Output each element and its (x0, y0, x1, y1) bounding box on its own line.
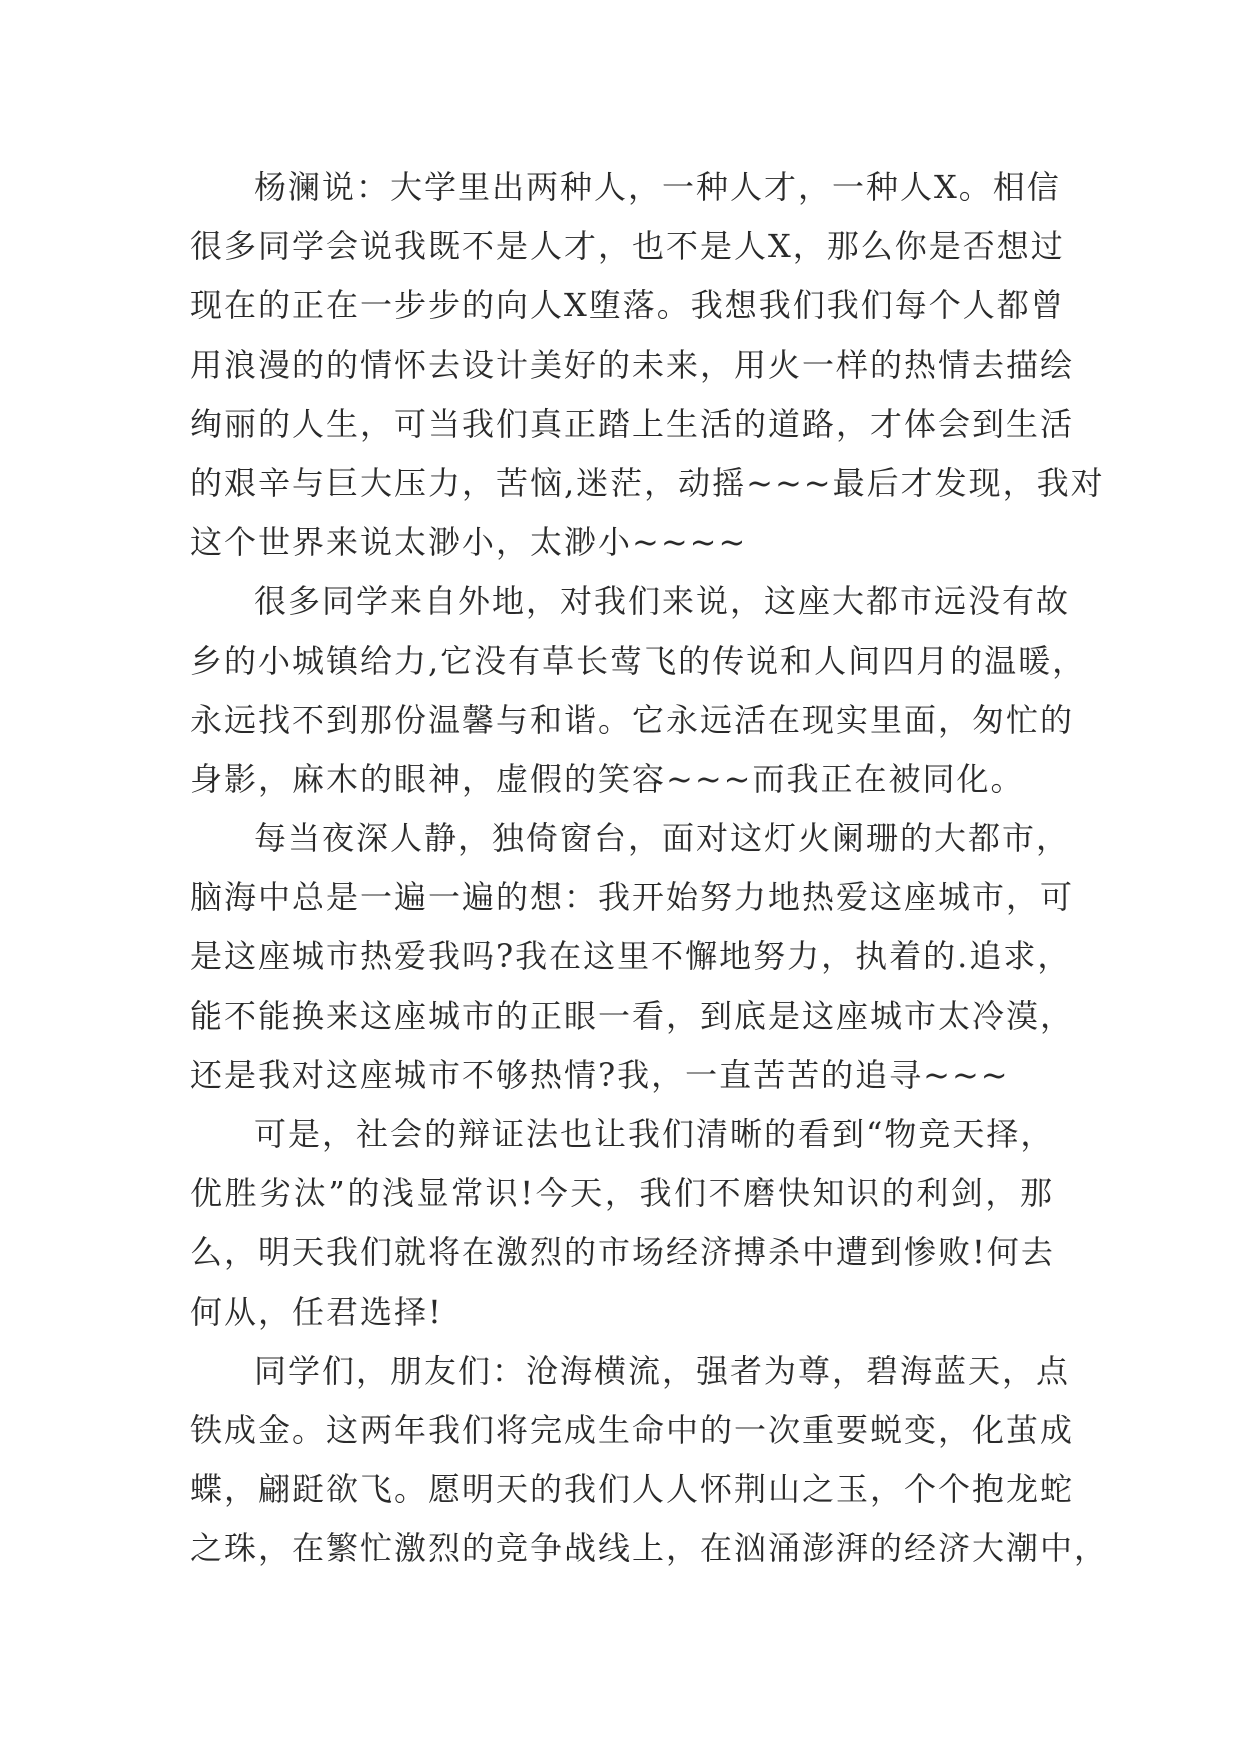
paragraph-5 (190, 1342, 1109, 1579)
text-line: 这个世界来说太渺小，太渺小~~~~ (190, 523, 748, 562)
paragraph-1 (190, 158, 1105, 572)
text-line: 很多同学会说我既不是人才，也不是人X，那么你是否想过 (190, 227, 1065, 266)
text-line: 之珠，在繁忙激烈的竞争战线上，在汹涌澎湃的经济大潮中， (190, 1529, 1109, 1568)
text-line: 脑海中总是一遍一遍的想：我开始努力地热爱这座城市，可 (190, 878, 1075, 917)
text-line: 还是我对这座城市不够热情?我，一直苦苦的追寻~~~ (190, 1055, 1010, 1094)
text-line: 现在的正在一步步的向人X堕落。我想我们我们每个人都曾 (190, 286, 1065, 325)
text-line: 么，明天我们就将在激烈的市场经济搏杀中遭到惨败!何去 (190, 1233, 1055, 1272)
text-line: 永远找不到那份温馨与和谐。它永远活在现实里面，匆忙的 (190, 700, 1075, 739)
text-line: 身影，麻木的眼神，虚假的笑容~~~而我正在被同化。 (190, 759, 1025, 798)
text-line: 能不能换来这座城市的正眼一看，到底是这座城市太冷漠， (190, 996, 1075, 1035)
text-line: 用浪漫的的情怀去设计美好的未来，用火一样的热情去描绘 (190, 345, 1075, 384)
paragraph-4 (190, 1105, 1054, 1342)
text-line: 杨澜说：大学里出两种人，一种人才，一种人X。相信 (254, 168, 1061, 206)
text-line: 很多同学来自外地，对我们来说，这座大都市远没有故 (254, 582, 1071, 621)
text-line: 何从，任君选择! (190, 1292, 443, 1331)
text-line: 优胜劣汰”的浅显常识!今天，我们不磨快知识的利剑，那 (190, 1174, 1054, 1213)
text-line: 铁成金。这两年我们将完成生命中的一次重要蜕变，化茧成 (190, 1410, 1075, 1449)
text-line: 绚丽的人生，可当我们真正踏上生活的道路，才体会到生活 (190, 404, 1075, 443)
paragraph-3 (190, 809, 1075, 1105)
text-line: 同学们，朋友们：沧海横流，强者为尊，碧海蓝天，点 (254, 1351, 1071, 1390)
text-line: 可是，社会的辩证法也让我们清晰的看到“物竞天择， (254, 1115, 1055, 1153)
text-line: 每当夜深人静，独倚窗台，面对这灯火阑珊的大都市， (254, 819, 1071, 858)
paragraph-2 (190, 572, 1087, 809)
text-line: 是这座城市热爱我吗?我在这里不懈地努力，执着的.追求， (190, 937, 1072, 976)
text-line: 乡的小城镇给力,它没有草长莺飞的传说和人间四月的温暖， (190, 641, 1087, 680)
document-body (190, 158, 1109, 1579)
text-line: 蝶，翩跹欲飞。愿明天的我们人人怀荆山之玉，个个抱龙蛇 (190, 1470, 1075, 1509)
text-line: 的艰辛与巨大压力，苦恼,迷茫，动摇~~~最后才发现，我对 (190, 463, 1105, 502)
